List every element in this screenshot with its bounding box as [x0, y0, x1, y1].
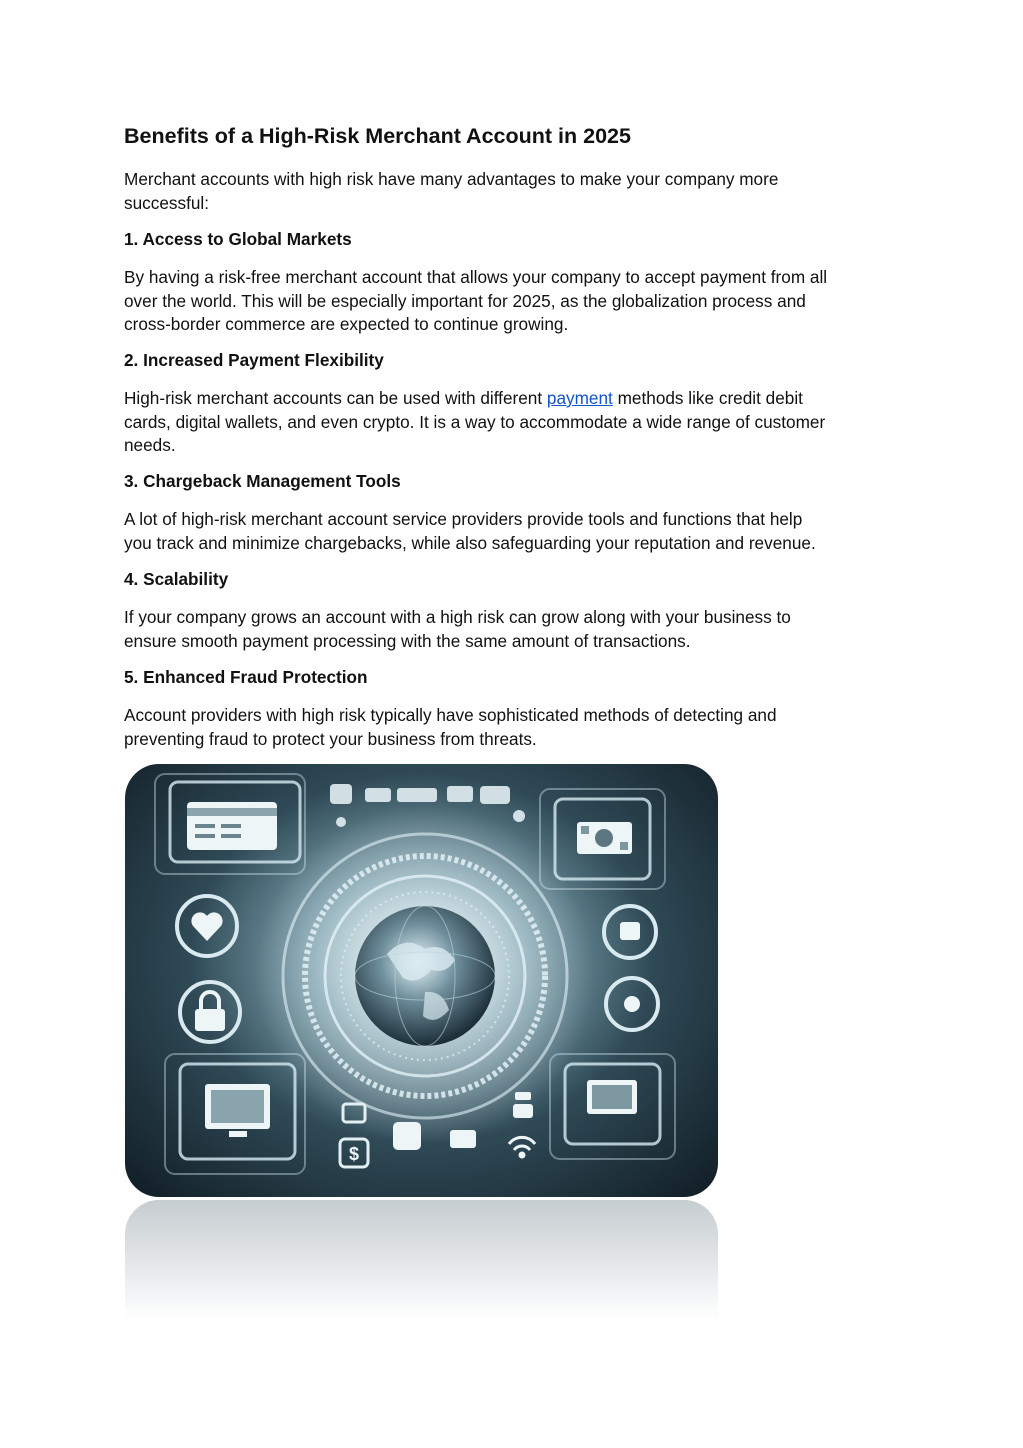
intro-line-2: successful: — [124, 192, 210, 213]
monitor-icon — [205, 1084, 270, 1137]
section-heading-scalability: 4. Scalability — [124, 569, 229, 589]
credit-card-icon — [187, 802, 277, 850]
section-heading-chargeback-tools: 3. Chargeback Management Tools — [124, 471, 401, 491]
paragraph-line: cards, digital wallets, and even crypto. It is a way to accommodate a wide range of customer — [124, 411, 826, 432]
intro-line-1: Merchant accounts with high risk have many advantages to make your company more — [124, 169, 779, 189]
paragraph-line: ensure smooth payment processing with the same amount of transactions. — [124, 630, 691, 651]
section-heading-global-markets: 1. Access to Global Markets — [124, 229, 352, 249]
paragraph-line: If your company grows an account with a high risk can grow along with your business to — [124, 607, 791, 627]
paragraph-line: By having a risk-free merchant account that allows your company to accept payment from all — [124, 267, 828, 287]
paragraph-line: over the world. This will be especially important for 2025, as the globalization process and — [124, 290, 806, 311]
section-heading-fraud-protection: 5. Enhanced Fraud Protection — [124, 667, 368, 687]
lock-icon — [180, 982, 240, 1042]
payment-link[interactable]: payment — [546, 388, 613, 408]
heart-icon — [177, 896, 237, 956]
svg-text:$: $ — [348, 1144, 360, 1164]
paragraph-line: cross-border commerce are expected to continue growing. — [124, 314, 569, 334]
section-paragraph-chargeback-tools — [124, 508, 904, 555]
paragraph-line: preventing fraud to protect your business from threats. — [124, 728, 537, 749]
dollar-icon — [340, 1139, 368, 1167]
intro-paragraph — [124, 168, 904, 215]
section-paragraph-global-markets — [124, 266, 904, 337]
banknote-icon — [577, 822, 632, 854]
section-paragraph-fraud-protection — [124, 704, 904, 751]
wifi-icon — [509, 1137, 535, 1157]
paragraph-line-end: methods like credit debit — [612, 388, 803, 408]
paragraph-line: Account providers with high risk typically have sophisticated methods of detecting and — [124, 705, 777, 725]
payment-security-illustration — [125, 764, 718, 1197]
paragraph-line-start: High-risk merchant accounts can be used with different — [124, 388, 547, 408]
paragraph-line: you track and minimize chargebacks, while also safeguarding your reputation and revenue. — [124, 532, 816, 553]
paragraph-line: needs. — [124, 435, 176, 455]
illustration-graphic — [125, 764, 718, 1197]
section-paragraph-payment-flexibility — [124, 387, 904, 458]
section-paragraph-scalability — [124, 606, 904, 653]
section-heading-payment-flexibility: 2. Increased Payment Flexibility — [124, 350, 384, 370]
page-title: Benefits of a High-Risk Merchant Account in 2025 — [124, 124, 631, 148]
paragraph-line: A lot of high-risk merchant account service providers provide tools and functions that help — [124, 509, 803, 529]
illustration-reflection — [125, 1200, 718, 1320]
globe-icon — [355, 906, 495, 1046]
